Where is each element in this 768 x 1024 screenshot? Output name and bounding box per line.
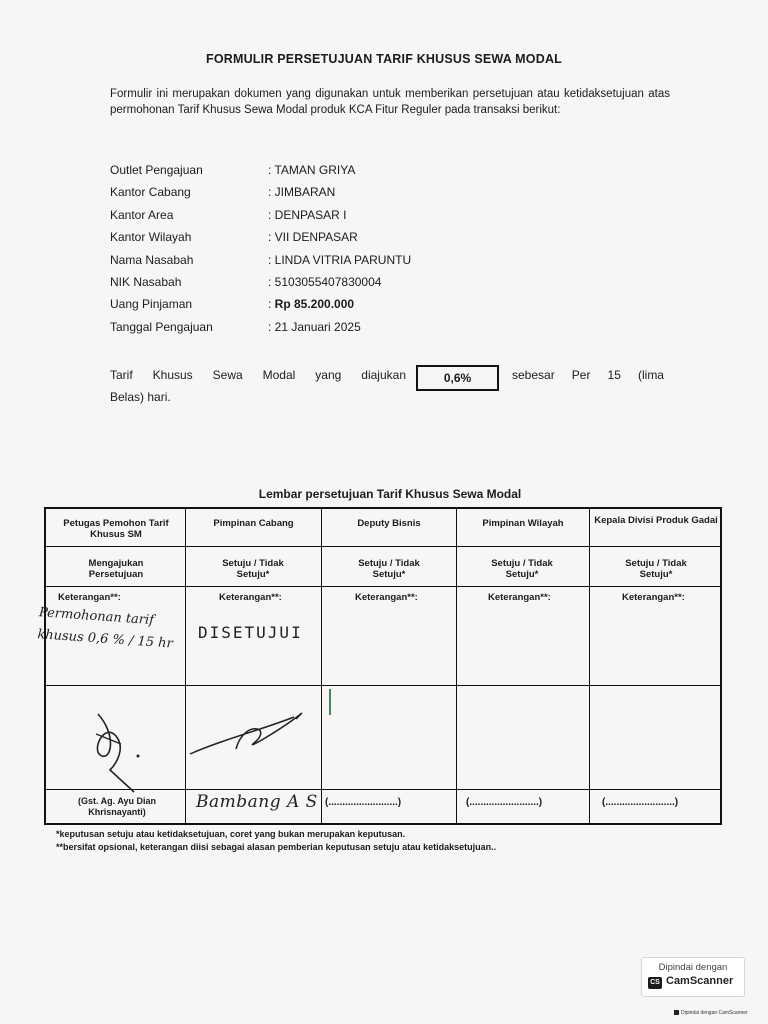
- watermark-brand: CamScanner: [666, 975, 734, 987]
- field-value: : VII DENPASAR: [268, 230, 358, 245]
- field-value: : DENPASAR I: [268, 207, 347, 222]
- footer-text: Dipindai dengan CamScanner: [681, 1010, 748, 1016]
- field-value: [268, 293, 354, 315]
- camscanner-small-icon: [674, 1010, 679, 1015]
- word: Modal: [262, 368, 296, 382]
- loan-amount: Rp 85.200.000: [274, 297, 355, 312]
- word: diajukan: [361, 368, 406, 382]
- signature-pimpinan-cabang: [184, 699, 324, 769]
- handwritten-note-cabang: DISETUJUI: [198, 623, 303, 642]
- table-divider: [46, 546, 720, 547]
- action-setuju: Setuju / Tidak Setuju*: [625, 558, 687, 580]
- table-divider: [321, 509, 322, 823]
- column-header-pimpinan-cabang: Pimpinan Cabang: [213, 518, 294, 529]
- field-value: : JIMBARAN: [268, 185, 336, 200]
- table-divider: [46, 685, 720, 686]
- footnote: **bersifat opsional, keterangan diisi sebagai alasan pemberian keputusan setuju atau ketidaksetujuan..: [56, 842, 497, 852]
- table-divider: [589, 509, 590, 823]
- action-mengajukan: Mengajukan Persetujuan: [88, 558, 144, 580]
- keterangan-label: Keterangan**:: [219, 592, 282, 603]
- column-header-deputy-bisnis: Deputy Bisnis: [357, 518, 421, 529]
- word: Per: [571, 368, 591, 382]
- keterangan-label: Keterangan**:: [58, 592, 121, 603]
- value-prefix: :: [268, 297, 275, 312]
- tarif-rate-box: 0,6%: [416, 365, 499, 391]
- field-label: Uang Pinjaman: [110, 297, 193, 312]
- action-setuju: Setuju / Tidak Setuju*: [491, 558, 553, 580]
- signer-placeholder: (.........................): [325, 797, 402, 808]
- table-divider: [456, 509, 457, 823]
- footnotes: [56, 828, 496, 854]
- column-header-pimpinan-wilayah: Pimpinan Wilayah: [482, 518, 564, 529]
- tarif-text-right: [512, 368, 664, 382]
- table-divider: [185, 509, 186, 823]
- word: Sewa: [212, 368, 243, 382]
- field-label: NIK Nasabah: [110, 274, 182, 289]
- word: sebesar: [512, 368, 555, 382]
- approval-sheet-title: Lembar persetujuan Tarif Khusus Sewa Modal: [258, 487, 522, 501]
- tarif-text-left: [110, 368, 406, 382]
- keterangan-label: Keterangan**:: [622, 592, 685, 603]
- field-value: : 5103055407830004: [268, 274, 382, 289]
- field-value: : TAMAN GRIYA: [268, 163, 356, 177]
- word: (lima: [637, 368, 664, 382]
- field-label: Tanggal Pengajuan: [110, 319, 213, 334]
- action-setuju: Setuju / Tidak Setuju*: [358, 558, 420, 580]
- signature-petugas: [76, 704, 176, 794]
- camscanner-watermark: [641, 957, 745, 997]
- field-label: Kantor Area: [110, 207, 174, 222]
- action-setuju: Setuju / Tidak Setuju*: [222, 558, 284, 580]
- field-label: Outlet Pengajuan: [110, 163, 203, 177]
- signer-pimpinan-cabang: Bambang A S: [196, 792, 318, 812]
- handwritten-note-petugas: Permohonan tarif khusus 0,6 % / 15 hr: [36, 605, 174, 652]
- mark-stroke: [329, 689, 331, 715]
- signer-placeholder: (.........................): [602, 797, 679, 808]
- watermark-caption: Dipindai dengan: [658, 962, 728, 973]
- form-title: FORMULIR PERSETUJUAN TARIF KHUSUS SEWA MODAL: [205, 52, 563, 66]
- word: Khusus: [152, 368, 193, 382]
- column-header-kepala-divisi: Kepala Divisi Produk Gadai: [594, 515, 718, 526]
- field-label: Nama Nasabah: [110, 252, 194, 267]
- column-header-petugas: Petugas Pemohon Tarif Khusus SM: [63, 518, 169, 540]
- field-value: : LINDA VITRIA PARUNTU: [268, 252, 412, 267]
- word: 15: [607, 368, 621, 382]
- field-label: Kantor Cabang: [110, 185, 191, 200]
- footnote: *keputusan setuju atau ketidaksetujuan, coret yang bukan merupakan keputusan.: [56, 829, 406, 839]
- camscanner-footer: [674, 1010, 748, 1016]
- field-value: : 21 Januari 2025: [268, 319, 361, 334]
- intro-paragraph: Formulir ini merupakan dokumen yang digunakan untuk memberikan persetujuan atau ketidaksetujuan atas permohonan Tarif Khusus Sewa Modal produk KCA Fitur Reguler pada transaksi berikut:: [110, 88, 670, 116]
- word: yang: [315, 368, 342, 382]
- camscanner-logo-icon: CS: [648, 977, 662, 989]
- keterangan-label: Keterangan**:: [355, 592, 418, 603]
- signer-petugas: (Gst. Ag. Ayu Dian Khrisnayanti): [77, 796, 156, 817]
- approval-table: [36, 507, 722, 825]
- tarif-text-tail: Belas) hari.: [110, 390, 171, 404]
- keterangan-label: Keterangan**:: [488, 592, 551, 603]
- signer-placeholder: (.........................): [466, 797, 543, 808]
- table-divider: [46, 586, 720, 587]
- field-label: Kantor Wilayah: [110, 230, 192, 245]
- word: Tarif: [110, 368, 133, 382]
